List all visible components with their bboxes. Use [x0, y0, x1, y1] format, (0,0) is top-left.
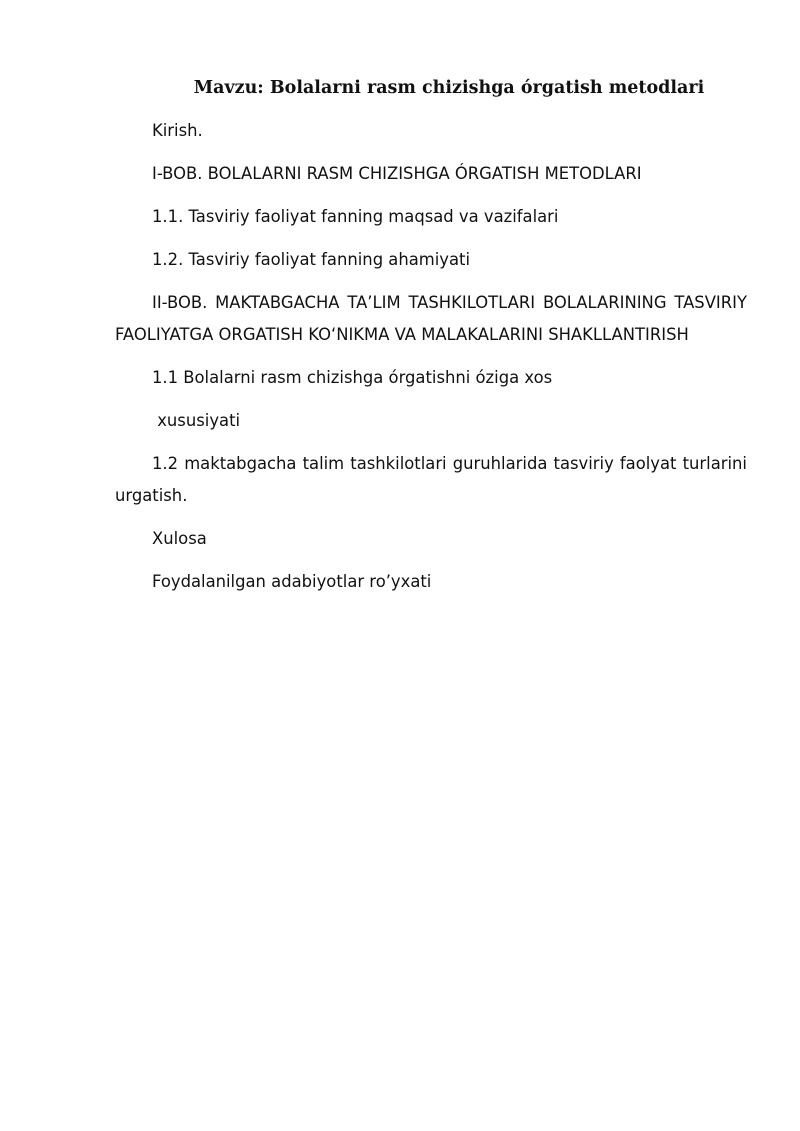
toc-introduction: Kirish. [152, 121, 203, 140]
toc-chapter-2: II-BOB. MAKTABGACHA TA’LIM TASHKILOTLARI BOLALARINING TASVIRIY FAOLIYATGA ORGATISH KOʻNIKMA VA MALAKALARINI SHAKLLANTIRISH [115, 293, 747, 344]
toc-section-2-2: 1.2 maktabgacha talim tashkilotlari guruhlarida tasviriy faolyat turlarini urgatish. [115, 454, 747, 505]
toc-bibliography: Foydalanilgan adabiyotlar ro’yxati [152, 572, 432, 591]
document-body [115, 72, 747, 609]
toc-section-1-2: 1.2. Tasviriy faoliyat fanning ahamiyati [152, 250, 471, 269]
toc-conclusion: Xulosa [152, 529, 207, 548]
toc-section-2-1: 1.1 Bolalarni rasm chizishga órgatishni óziga xos [152, 368, 553, 387]
toc-section-1-1: 1.1. Tasviriy faoliyat fanning maqsad va vazifalari [152, 207, 559, 226]
toc-section-2-1-continued: xususiyati [152, 411, 241, 430]
document-title: Mavzu: Bolalarni rasm chizishga órgatish metodlari [193, 78, 705, 98]
toc-chapter-1: I-BOB. BOLALARNI RASM CHIZISHGA ÓRGATISH METODLARI [152, 164, 642, 183]
